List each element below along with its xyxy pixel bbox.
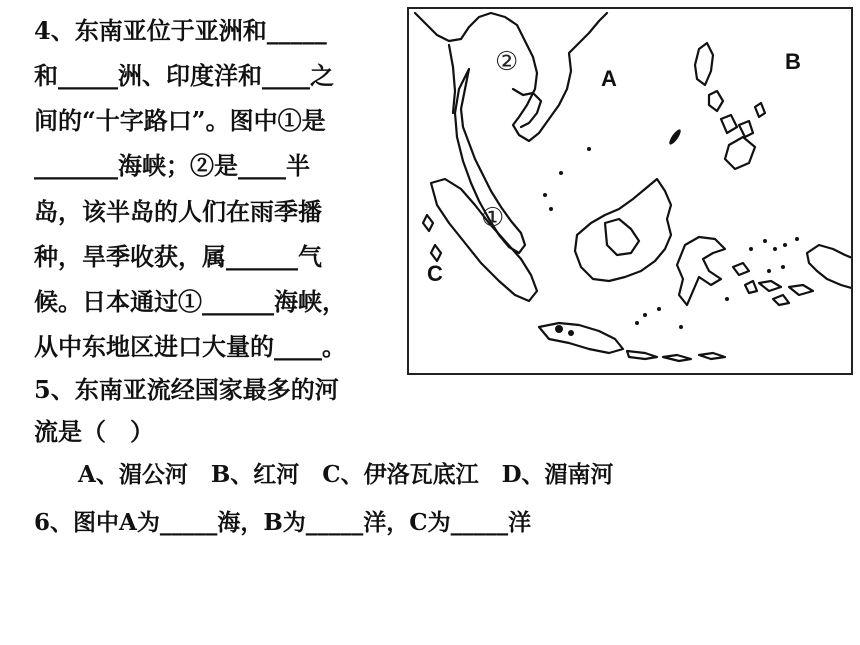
map-label-b: B — [785, 49, 801, 74]
map-label-a: A — [601, 66, 617, 91]
sumatra — [431, 179, 537, 301]
borneo — [575, 179, 671, 281]
q5-options: A、湄公河 B、红河 C、伊洛瓦底江 D、湄南河 — [78, 461, 614, 488]
indochina-inner — [513, 89, 541, 127]
q4-line-3: 间的“十字路口”。图中①是 — [34, 106, 326, 135]
sulawesi — [677, 237, 725, 305]
java — [539, 323, 623, 353]
q5-line-1: 5、东南亚流经国家最多的河 — [34, 375, 339, 404]
marker-1: ① — [481, 203, 505, 233]
q5-line-2: 流是（ ） — [34, 417, 154, 446]
q4-line-2: 和_____洲、印度洋和____之 — [34, 61, 334, 90]
q4-line-1: 4、东南亚位于亚洲和_____ — [34, 16, 327, 45]
q4-line-4: _______海峡；②是____半 — [34, 151, 310, 180]
q4-line-7: 候。日本通过①______海峡， — [34, 287, 346, 316]
southeast-asia-map — [407, 7, 853, 375]
q4-line-6: 种，旱季收获，属______气 — [34, 242, 322, 271]
marker-2: ② — [495, 47, 519, 77]
question-6: 6、图中A为_____海，B为_____洋，C为_____洋 — [34, 509, 532, 536]
myanmar-coast — [449, 45, 455, 113]
new-guinea — [807, 245, 853, 289]
q4-line-5: 岛，该半岛的人们在雨季播 — [34, 197, 322, 226]
q4-line-8: 从中东地区进口大量的____。 — [34, 332, 346, 361]
mainland-coast — [415, 13, 607, 141]
philippines-luzon — [695, 43, 713, 85]
map-label-c: C — [427, 261, 443, 286]
